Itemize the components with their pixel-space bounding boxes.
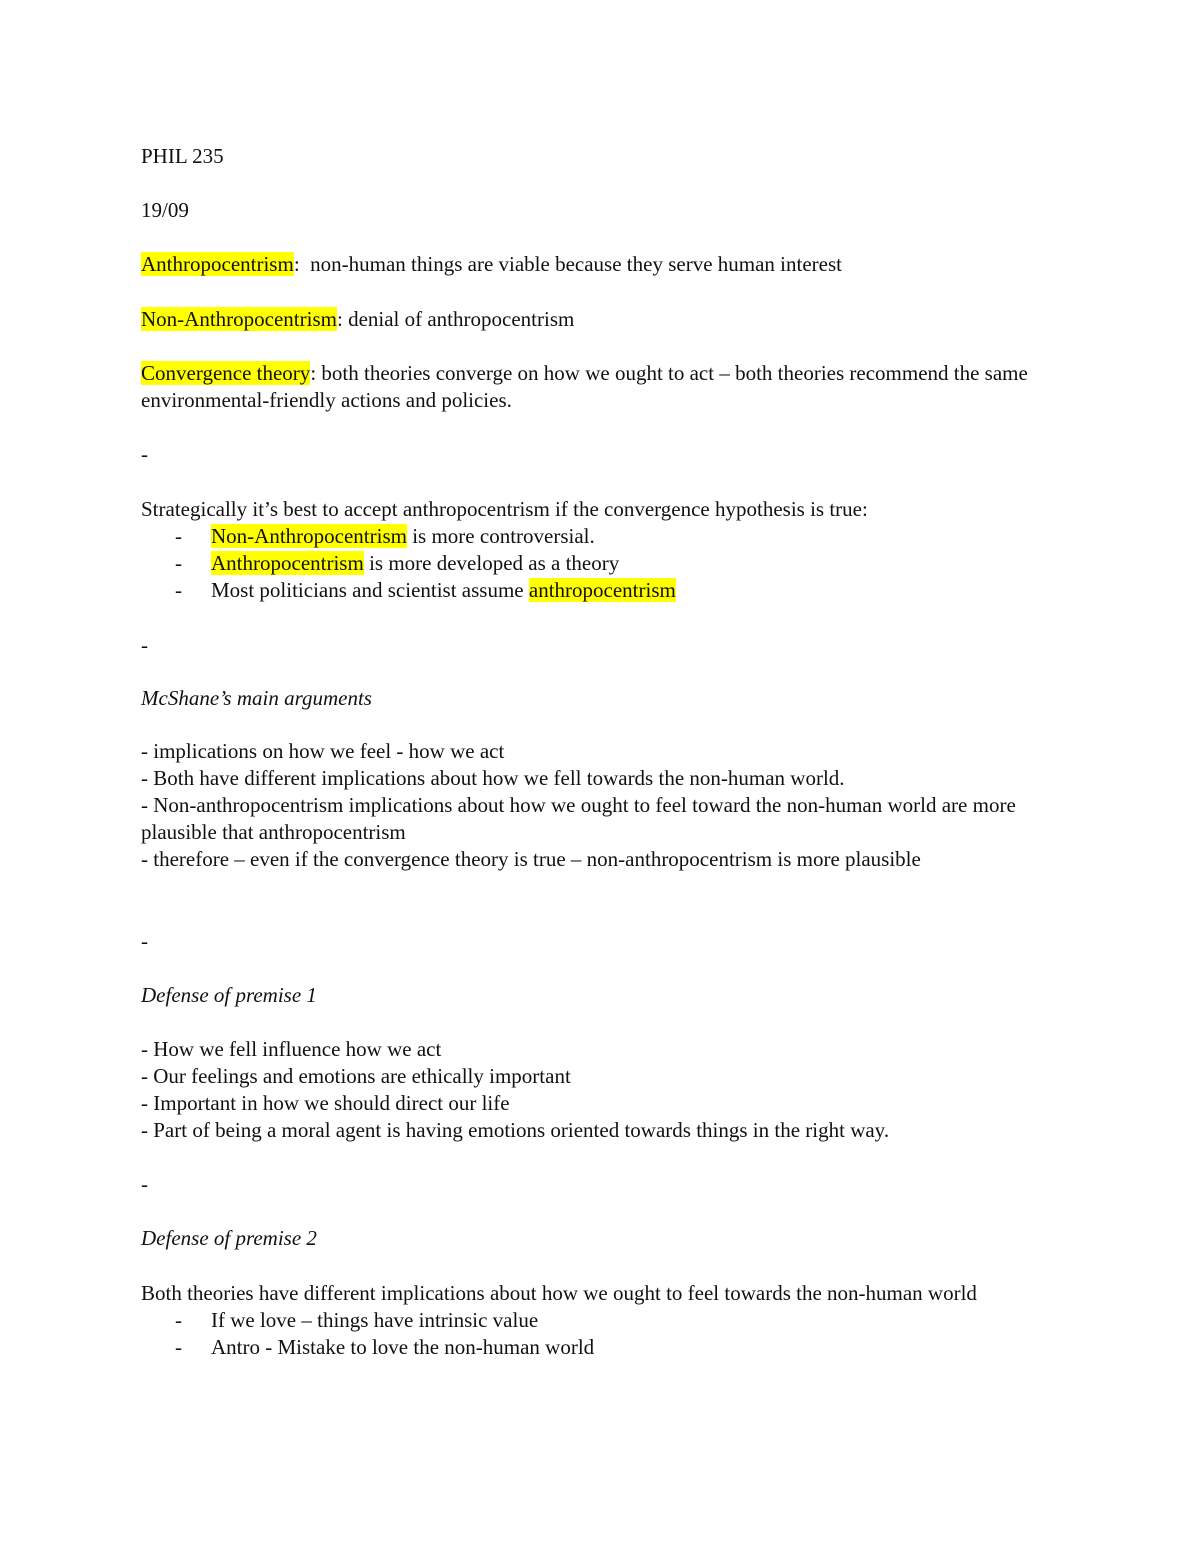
premise2-section xyxy=(141,1280,1026,1361)
mcshane-heading: McShane’s main arguments xyxy=(141,686,372,710)
bullet-dash: - xyxy=(175,578,182,602)
premise1-heading: Defense of premise 1 xyxy=(141,983,317,1007)
bullet-pre: Most politicians and scientist assume xyxy=(211,578,529,602)
definition-text: denial of anthropocentrism xyxy=(348,307,575,331)
definition-convergence-theory xyxy=(141,360,1056,414)
bullet-post: is more developed as a theory xyxy=(363,551,620,575)
term-highlight: Convergence theory xyxy=(141,361,311,385)
premise1-points xyxy=(141,1036,1061,1144)
bullet-dash: - xyxy=(175,524,182,548)
bullet-dash: - xyxy=(175,1308,182,1332)
definition-text: both theories converge on how we ought to act – both theories recommend the same environmental-friendly actions and policies. xyxy=(141,361,1028,412)
argument-line: - therefore – even if the convergence theory is true – non-anthropocentrism is more plausible xyxy=(141,847,921,871)
premise-line: - Our feelings and emotions are ethically important xyxy=(141,1064,571,1088)
premise2-heading: Defense of premise 2 xyxy=(141,1226,317,1250)
premise2-intro: Both theories have different implications about how we ought to feel towards the non-human world xyxy=(141,1281,977,1305)
mcshane-arguments xyxy=(141,738,1046,873)
list-item xyxy=(141,577,1061,604)
list-item xyxy=(141,523,1061,550)
bullet-highlight: Non-Anthropocentrism xyxy=(211,524,407,548)
date: 19/09 xyxy=(141,198,189,222)
argument-line: - implications on how we feel - how we act xyxy=(141,739,505,763)
bullet-text: If we love – things have intrinsic value xyxy=(211,1308,539,1332)
strategy-section xyxy=(141,496,1061,604)
section-separator: - xyxy=(141,442,148,466)
premise-line: - Part of being a moral agent is having emotions oriented towards things in the right way. xyxy=(141,1118,890,1142)
section-separator: - xyxy=(141,633,148,657)
premise-line: - How we fell influence how we act xyxy=(141,1037,442,1061)
definition-non-anthropocentrism xyxy=(141,306,1061,333)
bullet-post: is more controversial. xyxy=(406,524,595,548)
argument-line: - Non-anthropocentrism implications about how we ought to feel toward the non-human world are more plausible that anthropocentrism xyxy=(141,793,1016,844)
bullet-dash: - xyxy=(175,1335,182,1359)
section-separator: - xyxy=(141,1172,148,1196)
bullet-text: Antro - Mistake to love the non-human world xyxy=(211,1335,595,1359)
premise-line: - Important in how we should direct our life xyxy=(141,1091,510,1115)
term-highlight: Anthropocentrism xyxy=(141,252,294,276)
definition-separator: : xyxy=(310,361,322,385)
definition-separator: : xyxy=(293,252,311,276)
bullet-highlight: Anthropocentrism xyxy=(211,551,364,575)
strategy-intro: Strategically it’s best to accept anthropocentrism if the convergence hypothesis is true: xyxy=(141,497,868,521)
term-highlight: Non-Anthropocentrism xyxy=(141,307,337,331)
definition-anthropocentrism xyxy=(141,251,1061,278)
list-item xyxy=(141,1307,1026,1334)
argument-line: - Both have different implications about how we fell towards the non-human world. xyxy=(141,766,845,790)
list-item xyxy=(141,550,1061,577)
definition-text: non-human things are viable because they serve human interest xyxy=(310,252,842,276)
bullet-highlight: anthropocentrism xyxy=(528,578,676,602)
list-item xyxy=(141,1334,1026,1361)
bullet-dash: - xyxy=(175,551,182,575)
definition-separator: : xyxy=(336,307,349,331)
course-title: PHIL 235 xyxy=(141,144,224,168)
section-separator: - xyxy=(141,929,148,953)
